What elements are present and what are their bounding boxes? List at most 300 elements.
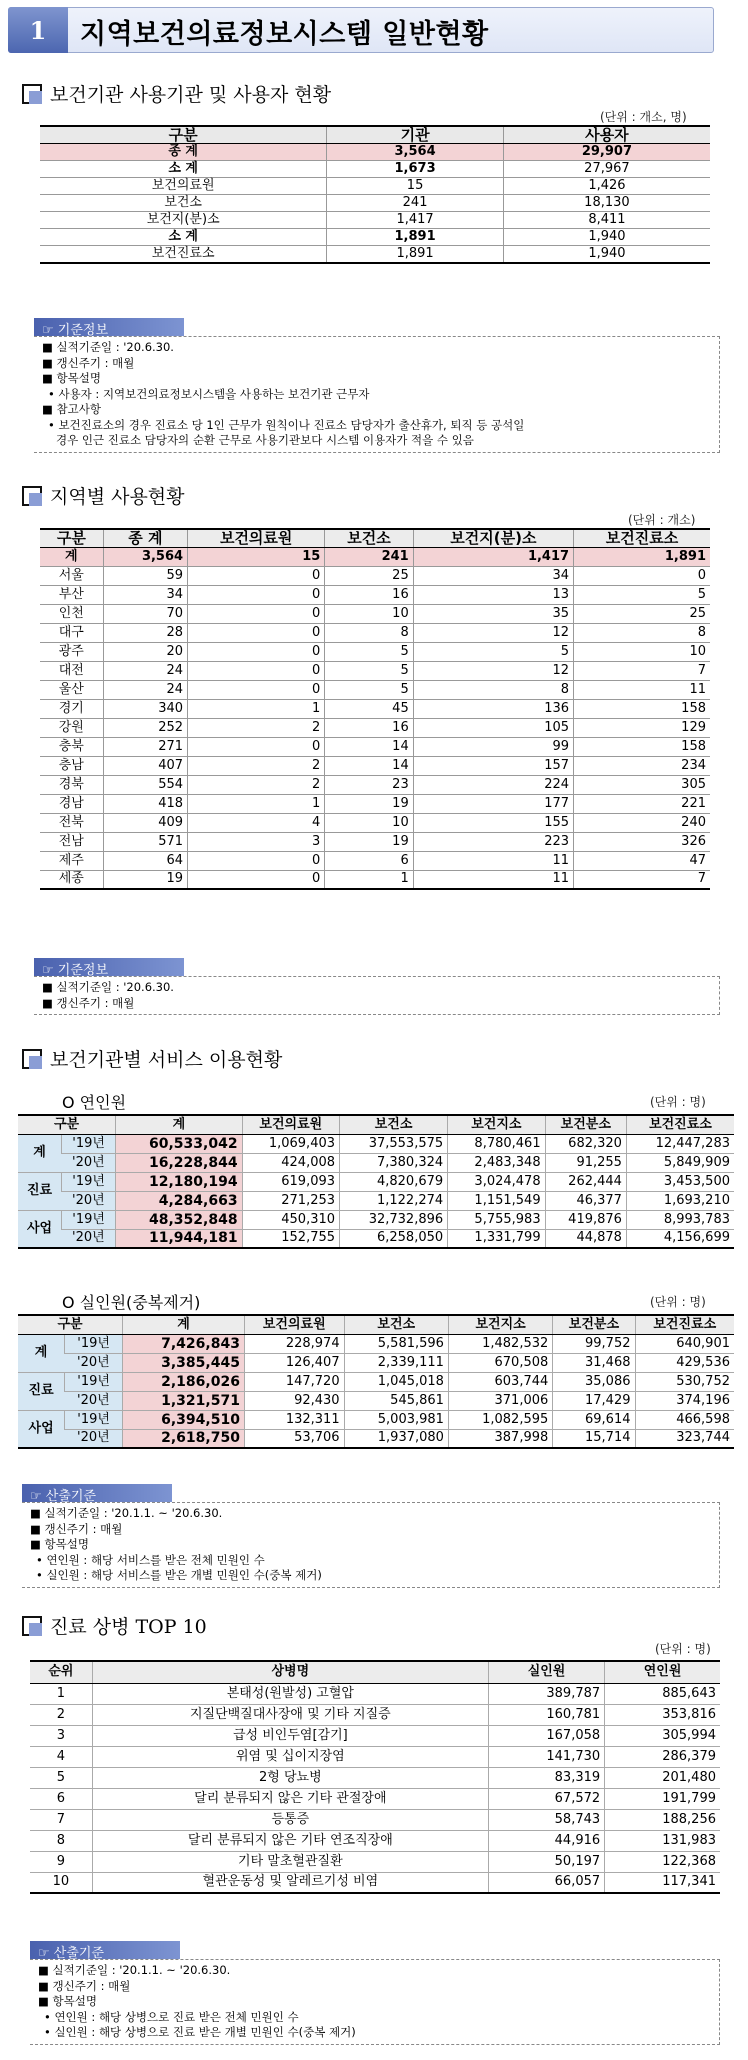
table-cell: 160,781 (488, 1704, 604, 1725)
table-row (18, 1391, 734, 1410)
table-cell: 4 (188, 813, 325, 832)
section-number-badge: 1 (8, 7, 68, 53)
table-cell: 8,993,783 (626, 1210, 734, 1229)
info-box-header: ☞ 기준정보 (34, 318, 184, 336)
info-line: ■ 항목설명 (42, 371, 101, 385)
rank-cell: 6 (30, 1788, 92, 1809)
table-cell: 353,816 (605, 1704, 720, 1725)
table-cell: 1,069,403 (242, 1134, 339, 1153)
unit-label-5: (단위 : 명) (655, 1642, 711, 1656)
table-cell: 571 (103, 832, 187, 851)
table-cell: 70 (103, 604, 187, 623)
table-cell: 131,983 (605, 1830, 720, 1851)
disease-name: 기타 말초혈관질환 (92, 1851, 488, 1872)
table-cell: 0 (574, 566, 710, 585)
table-cell: 12 (413, 661, 573, 680)
total-cell: 2,618,750 (123, 1429, 245, 1448)
table-cell: 1,891 (327, 229, 504, 246)
info-line: ■ 실적기준일 : '20.6.30. (42, 340, 174, 354)
info-box-3 (22, 1484, 720, 1588)
table-cell: 1,891 (574, 547, 710, 566)
table-cell: 640,901 (635, 1334, 734, 1353)
table-cell: 262,444 (545, 1172, 626, 1191)
table-cell: 16 (325, 585, 413, 604)
row-label: 보건의료원 (40, 178, 327, 195)
disease-name: 등통증 (92, 1809, 488, 1830)
row-label: 경북 (40, 775, 103, 794)
table-cell: 132,311 (244, 1410, 344, 1429)
section-heading-2-text: 지역별 사용현황 (50, 486, 185, 508)
info-line: • 연인원 : 해당 상병으로 진료 받은 전체 민원인 수 (44, 2009, 299, 2024)
disease-name: 본태성(원발성) 고혈압 (92, 1683, 488, 1704)
info-line: ■ 항목설명 (38, 1994, 97, 2008)
table-cell: 34 (103, 585, 187, 604)
table-cell: 885,643 (605, 1683, 720, 1704)
table-cell: 1,426 (503, 178, 710, 195)
disease-name: 혈관운동성 및 알레르기성 비염 (92, 1872, 488, 1893)
table-row (30, 1725, 720, 1746)
table-cell: 2 (188, 775, 325, 794)
table-cell: 286,379 (605, 1746, 720, 1767)
table-cell: 66,057 (488, 1872, 604, 1893)
table-row (40, 737, 710, 756)
table-cell: 419,876 (545, 1210, 626, 1229)
table-row (40, 246, 710, 264)
table-row (40, 161, 710, 178)
table-cell: 147,720 (244, 1372, 344, 1391)
table-cell: 450,310 (242, 1210, 339, 1229)
disease-name: 달리 분류되지 않은 기타 관절장애 (92, 1788, 488, 1809)
table-cell: 5,003,981 (344, 1410, 448, 1429)
total-cell: 60,533,042 (116, 1134, 242, 1153)
institution-user-table (40, 125, 710, 264)
info-box-header: ☞ 산출기준 (22, 1484, 172, 1502)
table-cell: 129 (574, 718, 710, 737)
table-cell: 0 (188, 870, 325, 889)
row-year: '19년 (62, 1172, 116, 1191)
table-row (18, 1153, 734, 1172)
table-cell: 4,820,679 (340, 1172, 448, 1191)
table-cell: 14 (325, 756, 413, 775)
table-row (40, 718, 710, 737)
info-line: ■ 실적기준일 : '20.1.1. ~ '20.6.30. (38, 1963, 231, 1977)
table-cell: 50,197 (488, 1851, 604, 1872)
table-cell: 223 (413, 832, 573, 851)
table-cell: 19 (103, 870, 187, 889)
table-cell: 191,799 (605, 1788, 720, 1809)
table-cell: 387,998 (448, 1429, 552, 1448)
row-label: 대전 (40, 661, 103, 680)
table-cell: 7 (574, 870, 710, 889)
row-year: '20년 (62, 1229, 116, 1248)
table-cell: 8 (413, 680, 573, 699)
total-cell: 6,394,510 (123, 1410, 245, 1429)
column-header: 보건지소 (448, 1315, 552, 1334)
table-cell: 530,752 (635, 1372, 734, 1391)
row-year: '20년 (65, 1353, 123, 1372)
square-bullet-icon (22, 1049, 42, 1069)
column-header: 보건소 (340, 1115, 448, 1134)
table-cell: 1,940 (503, 246, 710, 264)
table-cell: 99,752 (553, 1334, 635, 1353)
table-cell: 0 (188, 585, 325, 604)
table-cell: 1,940 (503, 229, 710, 246)
table-cell: 234 (574, 756, 710, 775)
rank-cell: 1 (30, 1683, 92, 1704)
table-cell: 5 (325, 680, 413, 699)
table-cell: 17,429 (553, 1391, 635, 1410)
row-label: 소 계 (40, 229, 327, 246)
column-header: 구분 (40, 529, 103, 547)
column-header: 보건진료소 (574, 529, 710, 547)
table-cell: 8 (574, 623, 710, 642)
info-box-body (34, 336, 720, 453)
row-year: '19년 (65, 1334, 123, 1353)
row-group-label: 사업 (18, 1210, 62, 1248)
table-cell: 47 (574, 851, 710, 870)
table-cell: 12,447,283 (626, 1134, 734, 1153)
table-row (18, 1334, 734, 1353)
table-cell: 117,341 (605, 1872, 720, 1893)
table-row (40, 212, 710, 229)
service-usage-total-table (18, 1114, 734, 1249)
row-year: '19년 (62, 1134, 116, 1153)
row-label: 대구 (40, 623, 103, 642)
table-cell: 429,536 (635, 1353, 734, 1372)
table-cell: 682,320 (545, 1134, 626, 1153)
column-header: 사용자 (503, 126, 710, 144)
column-header: 계 (123, 1315, 245, 1334)
table-cell: 11 (413, 851, 573, 870)
table-cell: 59 (103, 566, 187, 585)
disease-name: 2형 당뇨병 (92, 1767, 488, 1788)
table-cell: 221 (574, 794, 710, 813)
row-group-label: 계 (18, 1134, 62, 1172)
table-cell: 7,380,324 (340, 1153, 448, 1172)
table-cell: 6,258,050 (340, 1229, 448, 1248)
table-cell: 0 (188, 642, 325, 661)
table-cell: 92,430 (244, 1391, 344, 1410)
table-cell: 24 (103, 680, 187, 699)
row-year: '19년 (62, 1210, 116, 1229)
total-cell: 1,321,571 (123, 1391, 245, 1410)
table-cell: 3 (188, 832, 325, 851)
table-cell: 10 (325, 813, 413, 832)
table-cell: 424,008 (242, 1153, 339, 1172)
table-cell: 19 (325, 832, 413, 851)
table-row (40, 661, 710, 680)
table-cell: 16 (325, 718, 413, 737)
table-row (18, 1191, 734, 1210)
table-cell: 323,744 (635, 1429, 734, 1448)
table-cell: 1,122,274 (340, 1191, 448, 1210)
table-row (40, 680, 710, 699)
table-row (40, 756, 710, 775)
table-cell: 305,994 (605, 1725, 720, 1746)
table-cell: 5 (413, 642, 573, 661)
rank-cell: 7 (30, 1809, 92, 1830)
row-group-label: 사업 (18, 1410, 65, 1448)
table-cell: 8 (325, 623, 413, 642)
table-cell: 155 (413, 813, 573, 832)
table-cell: 10 (574, 642, 710, 661)
row-label: 강원 (40, 718, 103, 737)
table-cell: 240 (574, 813, 710, 832)
table-row (30, 1788, 720, 1809)
row-year: '20년 (65, 1429, 123, 1448)
sub-heading-yeoninwon: O 연인원 (62, 1093, 127, 1112)
info-box-body (22, 1502, 720, 1588)
row-group-label: 진료 (18, 1172, 62, 1210)
table-cell: 1,417 (327, 212, 504, 229)
table-cell: 34 (413, 566, 573, 585)
unit-label-2: (단위 : 개소) (628, 513, 696, 527)
table-cell: 1,331,799 (448, 1229, 545, 1248)
rank-cell: 5 (30, 1767, 92, 1788)
table-row (40, 585, 710, 604)
table-cell: 37,553,575 (340, 1134, 448, 1153)
total-cell: 48,352,848 (116, 1210, 242, 1229)
info-line: • 사용자 : 지역보건의료정보시스템을 사용하는 보건기관 근무자 (48, 386, 370, 401)
row-label: 종 계 (40, 144, 327, 161)
table-row (40, 699, 710, 718)
info-line: • 실인원 : 해당 서비스를 받은 개별 민원인 수(중복 제거) (36, 1568, 322, 1582)
row-year: '20년 (62, 1191, 116, 1210)
regional-usage-table (40, 528, 710, 890)
table-row (18, 1372, 734, 1391)
column-header: 보건지(분)소 (413, 529, 573, 547)
row-label: 제주 (40, 851, 103, 870)
table-cell: 670,508 (448, 1353, 552, 1372)
table-row (18, 1134, 734, 1153)
total-cell: 11,944,181 (116, 1229, 242, 1248)
row-year: '20년 (62, 1153, 116, 1172)
table-row (40, 229, 710, 246)
table-row (40, 642, 710, 661)
row-label: 전남 (40, 832, 103, 851)
table-cell: 15 (188, 547, 325, 566)
column-header: 보건소 (325, 529, 413, 547)
table-row (30, 1809, 720, 1830)
table-cell: 32,732,896 (340, 1210, 448, 1229)
table-cell: 1 (325, 870, 413, 889)
table-cell: 2 (188, 756, 325, 775)
table-cell: 1,151,549 (448, 1191, 545, 1210)
column-header: 종 계 (103, 529, 187, 547)
table-row (18, 1429, 734, 1448)
table-cell: 252 (103, 718, 187, 737)
table-row (18, 1172, 734, 1191)
table-cell: 188,256 (605, 1809, 720, 1830)
table-cell: 14 (325, 737, 413, 756)
table-cell: 67,572 (488, 1788, 604, 1809)
table-cell: 35,086 (553, 1372, 635, 1391)
info-line: ■ 항목설명 (30, 1537, 89, 1551)
sub-heading-silinwon: O 실인원(중복제거) (62, 1293, 201, 1312)
table-cell: 340 (103, 699, 187, 718)
table-cell: 0 (188, 680, 325, 699)
row-group-label: 계 (18, 1334, 65, 1372)
table-cell: 0 (188, 623, 325, 642)
table-cell: 177 (413, 794, 573, 813)
info-line: ■ 실적기준일 : '20.1.1. ~ '20.6.30. (30, 1506, 223, 1520)
table-cell: 8,411 (503, 212, 710, 229)
info-line: ■ 갱신주기 : 매월 (42, 995, 135, 1010)
table-cell: 5 (574, 585, 710, 604)
info-box-1 (34, 318, 720, 453)
column-header: 보건의료원 (188, 529, 325, 547)
table-cell: 44,916 (488, 1830, 604, 1851)
table-cell: 1,673 (327, 161, 504, 178)
column-header: 순위 (30, 1661, 92, 1683)
top10-disease-table (30, 1660, 720, 1894)
table-cell: 126,407 (244, 1353, 344, 1372)
table-cell: 53,706 (244, 1429, 344, 1448)
table-cell: 271 (103, 737, 187, 756)
table-cell: 545,861 (344, 1391, 448, 1410)
table-row (40, 195, 710, 212)
table-cell: 31,468 (553, 1353, 635, 1372)
row-label: 보건소 (40, 195, 327, 212)
table-cell: 407 (103, 756, 187, 775)
table-cell: 374,196 (635, 1391, 734, 1410)
table-cell: 554 (103, 775, 187, 794)
row-label: 울산 (40, 680, 103, 699)
rank-cell: 8 (30, 1830, 92, 1851)
table-cell: 1 (188, 794, 325, 813)
table-row (40, 813, 710, 832)
table-cell: 141,730 (488, 1746, 604, 1767)
row-label: 충북 (40, 737, 103, 756)
table-cell: 271,253 (242, 1191, 339, 1210)
info-box-header: ☞ 기준정보 (34, 958, 184, 976)
table-cell: 1 (188, 699, 325, 718)
table-row (40, 604, 710, 623)
table-cell: 1,045,018 (344, 1372, 448, 1391)
table-cell: 64 (103, 851, 187, 870)
table-cell: 13 (413, 585, 573, 604)
info-line: ■ 갱신주기 : 매월 (38, 1978, 131, 1993)
row-label: 경기 (40, 699, 103, 718)
table-cell: 619,093 (242, 1172, 339, 1191)
column-header: 구분 (18, 1115, 116, 1134)
total-cell: 12,180,194 (116, 1172, 242, 1191)
section-heading-4-text: 진료 상병 TOP 10 (50, 1616, 207, 1638)
table-cell: 23 (325, 775, 413, 794)
table-cell: 241 (327, 195, 504, 212)
table-cell: 2,483,348 (448, 1153, 545, 1172)
table-cell: 3,453,500 (626, 1172, 734, 1191)
column-header: 보건의료원 (244, 1315, 344, 1334)
table-cell: 3,564 (103, 547, 187, 566)
square-bullet-icon (22, 1616, 42, 1636)
total-cell: 3,385,445 (123, 1353, 245, 1372)
table-cell: 3,564 (327, 144, 504, 161)
table-cell: 12 (413, 623, 573, 642)
table-cell: 5 (325, 661, 413, 680)
rank-cell: 3 (30, 1725, 92, 1746)
info-box-header: ☞ 산출기준 (30, 1941, 180, 1959)
column-header: 보건지소 (448, 1115, 545, 1134)
table-cell: 25 (574, 604, 710, 623)
table-cell: 44,878 (545, 1229, 626, 1248)
table-row (30, 1704, 720, 1725)
table-cell: 28 (103, 623, 187, 642)
row-year: '20년 (65, 1391, 123, 1410)
table-row (40, 623, 710, 642)
table-row (18, 1210, 734, 1229)
column-header: 실인원 (488, 1661, 604, 1683)
row-label: 세종 (40, 870, 103, 889)
table-cell: 91,255 (545, 1153, 626, 1172)
table-cell: 0 (188, 604, 325, 623)
table-row (40, 851, 710, 870)
disease-name: 급성 비인두염[감기] (92, 1725, 488, 1746)
disease-name: 달리 분류되지 않은 기타 연조직장애 (92, 1830, 488, 1851)
table-cell: 158 (574, 737, 710, 756)
table-row (40, 775, 710, 794)
table-cell: 19 (325, 794, 413, 813)
table-cell: 7 (574, 661, 710, 680)
column-header: 보건분소 (545, 1115, 626, 1134)
table-row (30, 1851, 720, 1872)
table-row (40, 794, 710, 813)
column-header: 보건진료소 (626, 1115, 734, 1134)
table-cell: 5,581,596 (344, 1334, 448, 1353)
table-cell: 1,891 (327, 246, 504, 264)
rank-cell: 10 (30, 1872, 92, 1893)
table-cell: 1,482,532 (448, 1334, 552, 1353)
row-year: '19년 (65, 1410, 123, 1429)
column-header: 보건의료원 (242, 1115, 339, 1134)
square-bullet-icon (22, 486, 42, 506)
row-label: 경남 (40, 794, 103, 813)
table-cell: 603,744 (448, 1372, 552, 1391)
section-heading-3-text: 보건기관별 서비스 이용현황 (50, 1049, 283, 1071)
table-cell: 2 (188, 718, 325, 737)
rank-cell: 2 (30, 1704, 92, 1725)
row-year: '19년 (65, 1372, 123, 1391)
table-cell: 224 (413, 775, 573, 794)
square-bullet-icon (22, 84, 42, 104)
table-cell: 157 (413, 756, 573, 775)
table-row (40, 547, 710, 566)
table-cell: 0 (188, 566, 325, 585)
info-line: • 연인원 : 해당 서비스를 받은 전체 민원인 수 (36, 1552, 265, 1567)
table-cell: 83,319 (488, 1767, 604, 1788)
table-cell: 69,614 (553, 1410, 635, 1429)
table-row (40, 832, 710, 851)
table-cell: 201,480 (605, 1767, 720, 1788)
info-line: ■ 참고사항 (42, 402, 101, 416)
column-header: 계 (116, 1115, 242, 1134)
table-cell: 11 (574, 680, 710, 699)
table-cell: 136 (413, 699, 573, 718)
table-cell: 27,967 (503, 161, 710, 178)
section-heading-1-text: 보건기관 사용기관 및 사용자 현황 (50, 84, 332, 106)
column-header: 보건소 (344, 1315, 448, 1334)
table-cell: 241 (325, 547, 413, 566)
disease-name: 지질단백질대사장애 및 기타 지질증 (92, 1704, 488, 1725)
table-cell: 1,937,080 (344, 1429, 448, 1448)
table-cell: 152,755 (242, 1229, 339, 1248)
section-heading-4 (22, 1612, 207, 1639)
table-cell: 15 (327, 178, 504, 195)
table-cell: 326 (574, 832, 710, 851)
table-cell: 466,598 (635, 1410, 734, 1429)
table-cell: 11 (413, 870, 573, 889)
table-cell: 99 (413, 737, 573, 756)
